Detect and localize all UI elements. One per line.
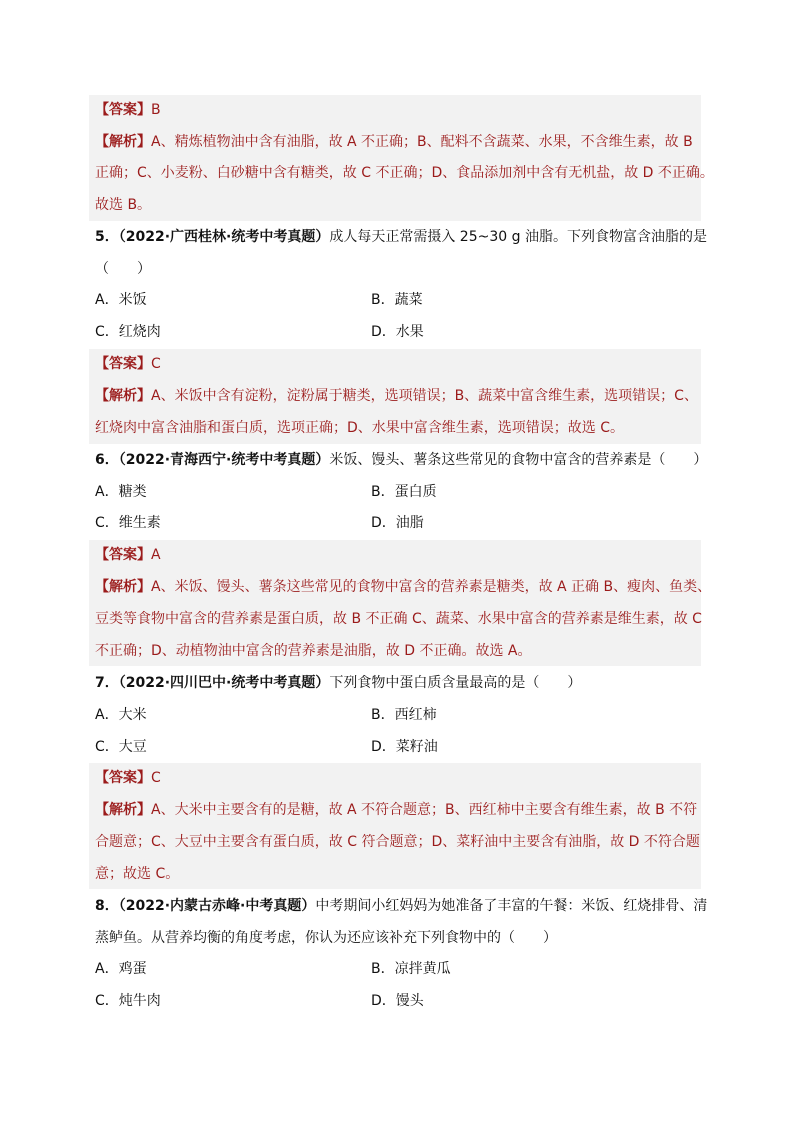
option-b: B．蔬菜 <box>371 292 423 308</box>
question-source: （2022·内蒙古赤峰·中考真题） <box>118 898 316 914</box>
answer-line-q7 <box>95 769 161 787</box>
option-d: D．菜籽油 <box>371 739 438 755</box>
analysis-line-q4-3 <box>95 196 151 214</box>
option-a: A．大米 <box>95 707 147 723</box>
option-b: B．蛋白质 <box>371 484 437 500</box>
answer-line-q4 <box>95 101 161 119</box>
analysis-text: 意；故选 C。 <box>95 866 180 882</box>
analysis-label: 【解析】 <box>95 388 151 404</box>
analysis-text: 合题意；C、大豆中主要含有蛋白质，故 C 符合题意；D、菜籽油中主要含有油脂，故 D 不符合题 <box>95 834 700 850</box>
answer-label: 【答案】 <box>95 547 151 563</box>
option-c: C．炖牛肉 <box>95 993 161 1009</box>
analysis-text: 红烧肉中富含油脂和蛋白质，选项正确；D、水果中富含维生素，选项错误；故选 C。 <box>95 420 625 436</box>
option-a: A．鸡蛋 <box>95 961 147 977</box>
question-5-stem <box>95 228 707 246</box>
analysis-text: 故选 B。 <box>95 197 152 213</box>
answer-label: 【答案】 <box>95 356 151 372</box>
analysis-line-q5-2 <box>95 419 624 437</box>
option-c: C．维生素 <box>95 515 161 531</box>
analysis-text: A、精炼植物油中含有油脂，故 A 不正确；B、配料不含蔬菜、水果，不含维生素，故 B <box>151 134 693 150</box>
question-7-stem <box>95 674 581 692</box>
analysis-label: 【解析】 <box>95 802 151 818</box>
answer-box-q4 <box>89 95 701 221</box>
analysis-line-q5-1 <box>95 387 698 405</box>
question-5-stem-cont <box>95 260 151 278</box>
answer-label: 【答案】 <box>95 770 151 786</box>
answer-line-q6 <box>95 546 161 564</box>
option-a: A．米饭 <box>95 292 147 308</box>
option-b: B．凉拌黄瓜 <box>371 961 451 977</box>
option-d: D．水果 <box>371 324 424 340</box>
answer-box-q7 <box>89 763 701 889</box>
analysis-line-q4-1 <box>95 133 693 151</box>
analysis-line-q7-2 <box>95 833 700 851</box>
option-d: D．馒头 <box>371 993 424 1009</box>
analysis-line-q6-2 <box>95 610 702 628</box>
question-number: 8． <box>95 898 119 914</box>
option-c: C．红烧肉 <box>95 324 161 340</box>
question-source: （2022·四川巴中·统考中考真题） <box>118 675 330 691</box>
analysis-text: A、大米中主要含有的是糖，故 A 不符合题意；B、西红柿中主要含有维生素，故 B 不符 <box>151 802 698 818</box>
question-8-stem <box>95 897 707 915</box>
analysis-text: A、米饭中含有淀粉，淀粉属于糖类，选项错误；B、蔬菜中富含维生素，选项错误；C、 <box>151 388 698 404</box>
analysis-label: 【解析】 <box>95 134 151 150</box>
analysis-line-q4-2 <box>95 164 714 182</box>
option-a: A．糖类 <box>95 484 147 500</box>
analysis-line-q7-1 <box>95 801 697 819</box>
analysis-label: 【解析】 <box>95 579 151 595</box>
option-b: B．西红柿 <box>371 707 437 723</box>
question-source: （2022·青海西宁·统考中考真题） <box>118 452 330 468</box>
question-number: 7． <box>95 675 119 691</box>
question-number: 5． <box>95 229 119 245</box>
question-text: 成人每天正常需摄入 25~30 g 油脂。下列食物富含油脂的是 <box>329 229 707 245</box>
answer-label: 【答案】 <box>95 102 151 118</box>
answer-line-q5 <box>95 355 161 373</box>
analysis-text: A、米饭、馒头、薯条这些常见的食物中富含的营养素是糖类，故 A 正确 B、瘦肉、鱼类、 <box>151 579 712 595</box>
analysis-line-q6-1 <box>95 578 711 596</box>
analysis-text: 豆类等食物中富含的营养素是蛋白质，故 B 不正确 C、蔬菜、水果中富含的营养素是维生素，故 C <box>95 611 702 627</box>
question-source: （2022·广西桂林·统考中考真题） <box>118 229 330 245</box>
option-d: D．油脂 <box>371 515 424 531</box>
question-text: 米饭、馒头、薯条这些常见的食物中富含的营养素是（ ） <box>329 452 708 468</box>
answer-value: C <box>151 356 161 372</box>
question-text: （ ） <box>95 261 151 277</box>
analysis-line-q6-3 <box>95 642 532 660</box>
question-text: 下列食物中蛋白质含量最高的是（ ） <box>329 675 582 691</box>
analysis-text: 不正确；D、动植物油中富含的营养素是油脂，故 D 不正确。故选 A。 <box>95 643 532 659</box>
analysis-line-q7-3 <box>95 865 179 883</box>
analysis-text: 正确；C、小麦粉、白砂糖中含有糖类，故 C 不正确；D、食品添加剂中含有无机盐，故 D 不正确。 <box>95 165 714 181</box>
answer-value: C <box>151 770 161 786</box>
question-text: 中考期间小红妈妈为她准备了丰富的午餐：米饭、红烧排骨、清 <box>315 898 708 914</box>
answer-value: A <box>151 547 161 563</box>
option-c: C．大豆 <box>95 739 147 755</box>
question-8-stem-cont <box>95 929 557 947</box>
question-number: 6． <box>95 452 119 468</box>
question-text: 蒸鲈鱼。从营养均衡的角度考虑，你认为还应该补充下列食物中的（ ） <box>95 930 557 946</box>
question-6-stem <box>95 451 707 469</box>
answer-value: B <box>151 102 161 118</box>
